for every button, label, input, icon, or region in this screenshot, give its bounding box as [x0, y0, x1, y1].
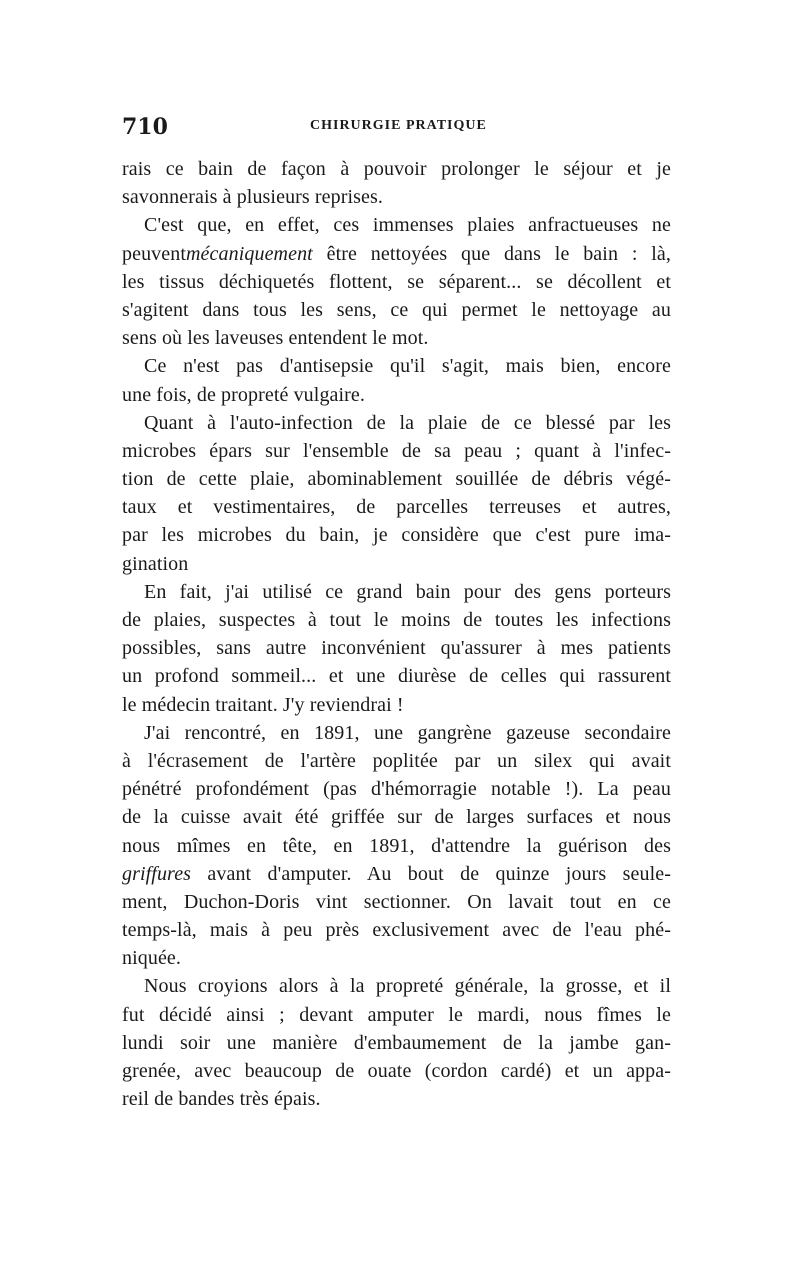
text-line: possibles, sans autre inconvénient qu'assurer à mes patients: [122, 637, 671, 660]
text-line: reil de bandes très épais.: [122, 1088, 321, 1111]
text-line: lundi soir une manière d'embaumement de la jambe gan-: [122, 1031, 671, 1054]
text-line: temps-là, mais à peu près exclusivement avec de l'eau phé-: [122, 919, 671, 942]
text-line: les tissus déchiquetés flottent, se séparent... se décollent et: [122, 270, 671, 293]
text-line: une fois, de propreté vulgaire.: [122, 383, 366, 406]
text-line: Quant à l'auto-infection de la plaie de ce blessé par les: [144, 411, 671, 434]
text-line: [122, 860, 671, 888]
text-line: taux et vestimentaires, de parcelles terreuses et autres,: [122, 496, 671, 519]
text-line: par les microbes du bain, je considère que c'est pure ima-: [122, 524, 671, 547]
text-line: microbes épars sur l'ensemble de sa peau ; quant à l'infec-: [122, 439, 671, 462]
text-line: à l'écrasement de l'artère poplitée par un silex qui avait: [122, 749, 671, 772]
text-line: En fait, j'ai utilisé ce grand bain pour des gens porteurs: [144, 580, 671, 603]
text-line: sens où les laveuses entendent le mot.: [122, 327, 429, 350]
text-line: s'agitent dans tous les sens, ce qui permet le nettoyage au: [122, 298, 671, 321]
text-line: nous mîmes en tête, en 1891, d'attendre la guérison des: [122, 834, 671, 857]
text-line: Ce n'est pas d'antisepsie qu'il s'agit, mais bien, encore: [144, 355, 671, 378]
text-line: J'ai rencontré, en 1891, une gangrène gazeuse secondaire: [144, 721, 671, 744]
text-line: tion de cette plaie, abominablement souillée de débris végé-: [122, 468, 671, 491]
text-line: rais ce bain de façon à pouvoir prolonger le séjour et je: [122, 158, 671, 180]
text-fragment: avant d'amputer. Au bout de quinze jours seule-: [207, 862, 671, 885]
text-line: [122, 240, 671, 268]
text-line: le médecin traitant. J'y reviendrai !: [122, 693, 404, 716]
page-header: [122, 114, 682, 144]
page-number: 710: [122, 114, 168, 140]
text-line: Nous croyions alors à la propreté générale, la grosse, et il: [144, 975, 671, 998]
italic-word: griffures: [122, 862, 192, 885]
text-line: de la cuisse avait été griffée sur de larges surfaces et nous: [122, 806, 671, 829]
text-line: un profond sommeil... et une diurèse de celles qui rassurent: [122, 665, 671, 688]
text-line: C'est que, en effet, ces immenses plaies anfractueuses ne: [144, 214, 671, 237]
text-line: niquée.: [122, 947, 182, 970]
running-title: CHIRURGIE PRATIQUE: [310, 118, 487, 133]
text-line: grenée, avec beaucoup de ouate (cordon cardé) et un appa-: [122, 1060, 671, 1082]
text-fragment: peuvent: [122, 242, 187, 265]
text-line: savonnerais à plusieurs reprises.: [122, 186, 384, 209]
text-line: de plaies, suspectes à tout le moins de toutes les infections: [122, 609, 671, 631]
text-line: fut décidé ainsi ; devant amputer le mardi, nous fîmes le: [122, 1003, 671, 1026]
text-line: pénétré profondément (pas d'hémorragie notable !). La peau: [122, 778, 671, 801]
body-text: [122, 155, 671, 1113]
italic-word: mécaniquement: [186, 242, 313, 265]
text-fragment: être nettoyées que dans le bain : là,: [326, 242, 672, 265]
text-line: ment, Duchon-Doris vint sectionner. On lavait tout en ce: [122, 890, 671, 913]
text-line: gination: [122, 552, 189, 575]
